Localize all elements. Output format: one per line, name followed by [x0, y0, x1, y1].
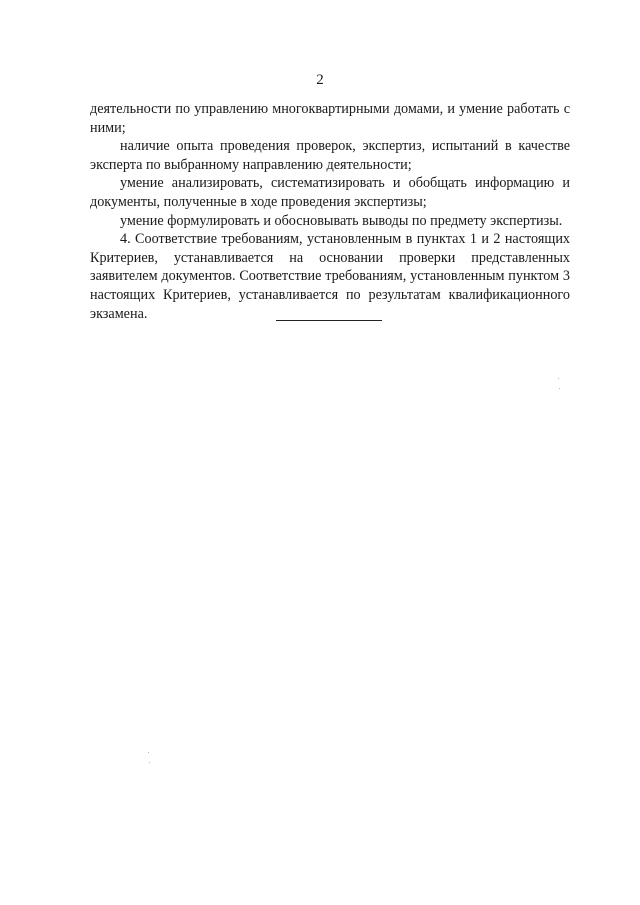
closing-rule-line [276, 320, 382, 321]
document-body [90, 100, 570, 323]
scan-speck [559, 388, 560, 389]
scan-speck [148, 752, 149, 753]
paragraph-inspection-experience: наличие опыта проведения проверок, экспертиз, испытаний в качестве эксперта по выбранному направлению деятельности; [90, 138, 570, 173]
paragraph-criteria-compliance: 4. Соответствие требованиям, установленным в пунктах 1 и 2 настоящих Критериев, устанавливается на основании проверки представленных заявителем документов. Соответствие требованиям, установленным пунктом 3 настоящих Критериев, устанавливается по результатам квалификационного экзамена. [90, 231, 570, 322]
paragraph-analysis-skill: умение анализировать, систематизировать и обобщать информацию и документы, полученные в ходе проведения экспертизы; [90, 175, 570, 210]
paragraph-management-activity: деятельности по управлению многоквартирными домами, и умение работать с ними; [90, 101, 570, 136]
paragraph-conclusion-skill: умение формулировать и обосновывать выводы по предмету экспертизы. [120, 212, 563, 229]
scan-speck [149, 762, 150, 763]
scan-speck [558, 378, 559, 379]
page-number: 2 [316, 72, 324, 88]
